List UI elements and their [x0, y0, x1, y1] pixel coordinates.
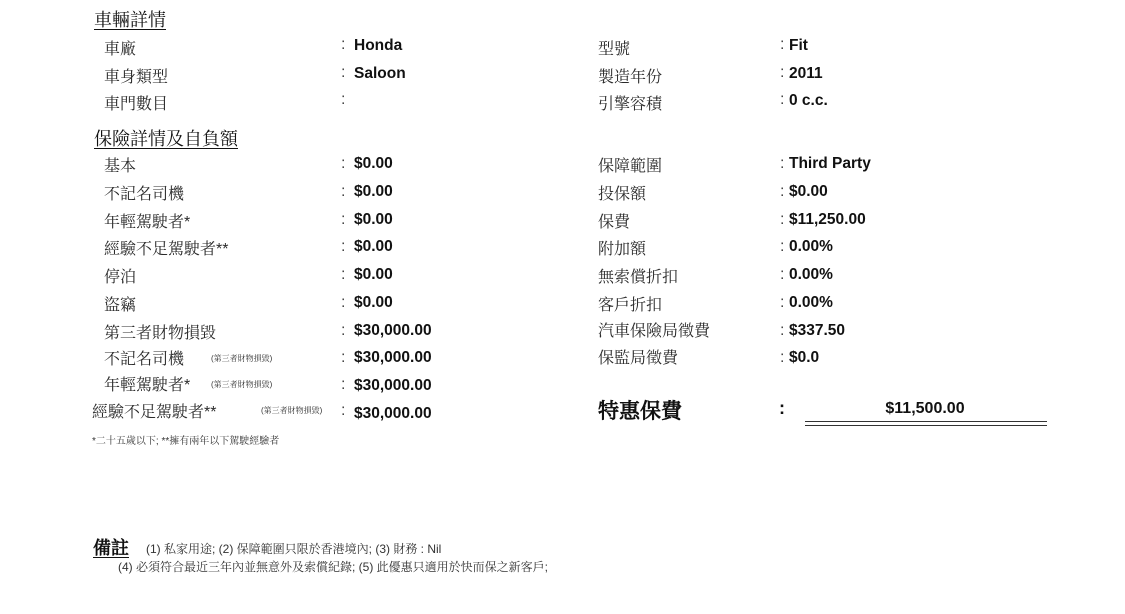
field-value: Fit [789, 37, 808, 54]
field-sublabel: (第三者財物損毀) [211, 380, 273, 389]
field-value: 0 c.c. [789, 92, 828, 109]
field-label: 車門數目 [104, 96, 169, 113]
special-premium-colon: : [779, 398, 785, 418]
field-value: $0.0 [789, 349, 820, 366]
field-label: 保監局徵費 [598, 350, 679, 367]
field-label: 年輕駕駛者* [104, 377, 191, 394]
field-colon: : [341, 349, 346, 366]
field-sublabel: (第三者財物損毀) [211, 354, 273, 363]
field-label: 第三者財物損毀 [104, 325, 217, 342]
field-sublabel: (第三者財物損毀) [261, 406, 323, 415]
field-colon: : [780, 183, 785, 200]
double-underline-top [805, 421, 1047, 422]
field-value: $0.00 [354, 211, 393, 228]
field-colon: : [780, 322, 785, 339]
field-value: $30,000.00 [354, 377, 432, 394]
field-colon: : [780, 266, 785, 283]
field-label: 製造年份 [598, 69, 663, 86]
field-label: 汽車保險局徵費 [598, 323, 711, 340]
field-label: 不記名司機 [104, 186, 185, 203]
field-colon: : [780, 91, 785, 108]
field-colon: : [780, 36, 785, 53]
field-colon: : [780, 155, 785, 172]
field-label: 不記名司機 [104, 351, 185, 368]
field-value: $30,000.00 [354, 349, 432, 366]
field-value: $0.00 [354, 183, 393, 200]
field-value: $30,000.00 [354, 405, 432, 422]
field-colon: : [780, 294, 785, 311]
field-label: 引擎容積 [598, 96, 663, 113]
field-label: 型號 [598, 41, 631, 58]
field-label: 保障範圍 [598, 158, 663, 175]
field-label: 車廠 [104, 41, 137, 58]
field-colon: : [341, 294, 346, 311]
field-label: 停泊 [104, 269, 137, 286]
field-value: $0.00 [789, 183, 828, 200]
field-label: 客戶折扣 [598, 297, 663, 314]
remarks-line-2: (4) 必須符合最近三年內並無意外及索償紀錄; (5) 此優惠只適用於快而保之新客戶; [118, 560, 549, 574]
field-value: 0.00% [789, 266, 833, 283]
field-value: $0.00 [354, 294, 393, 311]
field-colon: : [341, 155, 346, 172]
field-value: Saloon [354, 65, 406, 82]
field-colon: : [341, 211, 346, 228]
field-label: 附加額 [598, 241, 647, 258]
field-colon: : [780, 211, 785, 228]
field-label: 車身類型 [104, 69, 169, 86]
field-colon: : [341, 36, 346, 53]
field-label: 經驗不足駕駛者** [104, 241, 229, 258]
field-value: 0.00% [789, 294, 833, 311]
field-label: 基本 [104, 158, 137, 175]
field-value: Honda [354, 37, 403, 54]
field-colon: : [341, 402, 346, 419]
field-label: 無索償折扣 [598, 269, 679, 286]
field-colon: : [341, 64, 346, 81]
driver-footnote: *二十五歲以下; **擁有兩年以下駕駛經驗者 [92, 436, 280, 447]
vehicle-details-title: 車輛詳情 [94, 10, 166, 30]
field-colon: : [780, 349, 785, 366]
field-colon: : [341, 266, 346, 283]
field-value: $30,000.00 [354, 322, 432, 339]
field-colon: : [341, 376, 346, 393]
field-label: 投保額 [598, 186, 647, 203]
double-underline-bottom [805, 425, 1047, 426]
field-label: 年輕駕駛者* [104, 214, 191, 231]
field-value: $0.00 [354, 238, 393, 255]
remarks-line-1: (1) 私家用途; (2) 保障範圍只限於香港境內; (3) 財務 : Nil [146, 542, 442, 556]
field-colon: : [341, 238, 346, 255]
field-value: $11,250.00 [789, 211, 866, 228]
field-value: $0.00 [354, 266, 393, 283]
field-label: 保費 [598, 214, 631, 231]
special-premium-value: $11,500.00 [885, 400, 965, 417]
field-label: 經驗不足駕駛者** [92, 404, 217, 421]
field-colon: : [780, 64, 785, 81]
field-value: 0.00% [789, 238, 833, 255]
field-colon: : [780, 238, 785, 255]
field-colon: : [341, 91, 346, 108]
insurance-details-title: 保險詳情及自負額 [94, 129, 238, 149]
field-value: Third Party [789, 155, 871, 172]
field-value: $337.50 [789, 322, 846, 339]
special-premium-label: 特惠保費 [598, 400, 682, 423]
field-label: 盜竊 [104, 297, 137, 314]
remarks-title: 備註 [93, 538, 129, 558]
field-colon: : [341, 322, 346, 339]
field-value: 2011 [789, 65, 823, 82]
field-colon: : [341, 183, 346, 200]
field-value: $0.00 [354, 155, 393, 172]
